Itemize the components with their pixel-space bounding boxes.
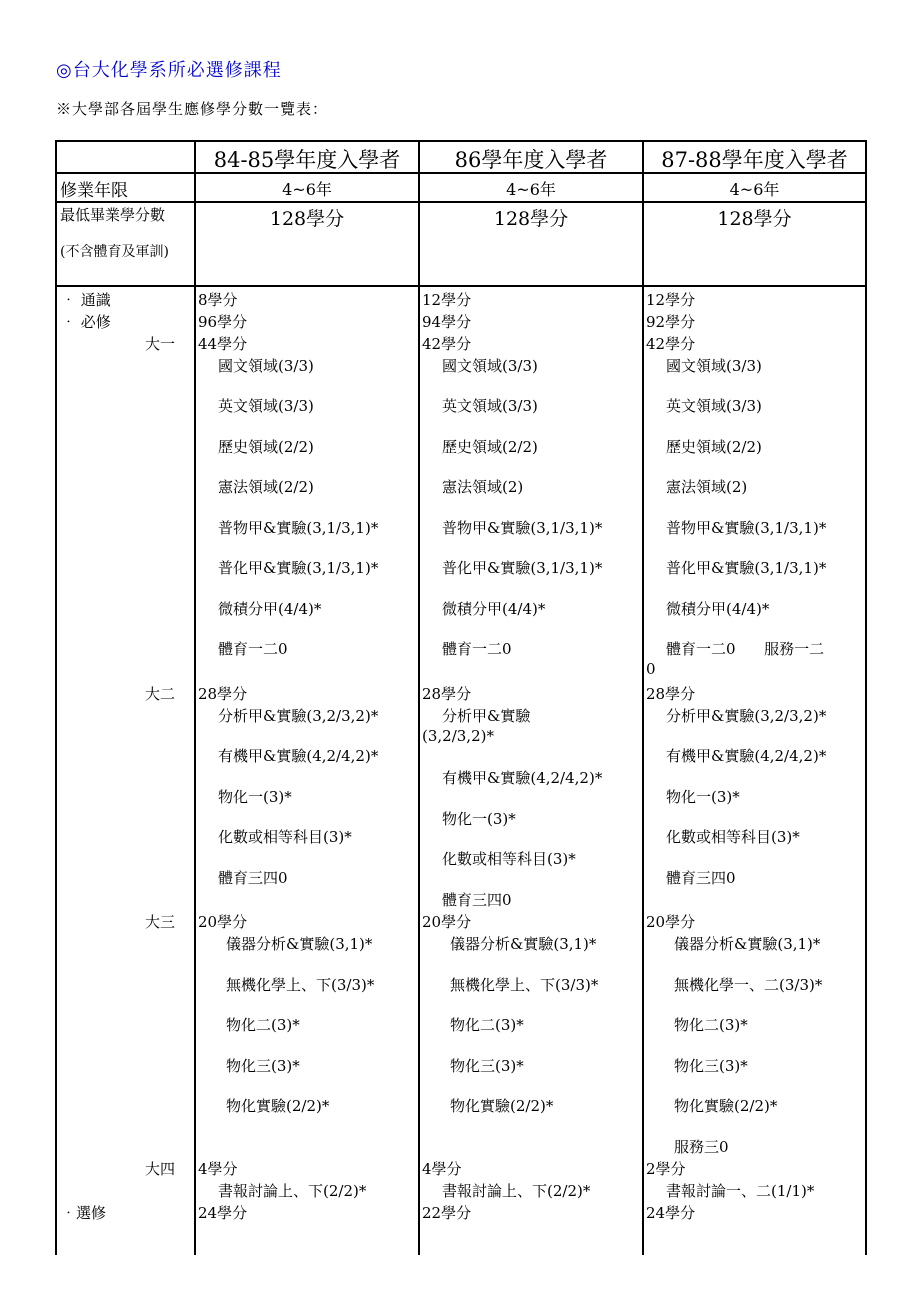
course-item: 體育三四0 xyxy=(442,891,512,909)
course-item: 英文領域(3/3) xyxy=(218,397,314,415)
course-item: 普物甲&實驗(3,1/3,1)* xyxy=(666,519,827,537)
year2-label: 大二 xyxy=(145,685,176,703)
min-credits-86: 128學分 xyxy=(493,208,569,230)
header-86: 86學年度入學者 xyxy=(454,148,608,172)
year4-label: 大四 xyxy=(145,1160,176,1178)
course-item: 體育一二0 服務一二 xyxy=(666,640,825,658)
required-credits: 94學分 xyxy=(422,313,472,331)
min-credits-84-85: 128學分 xyxy=(269,208,345,230)
course-item: 書報討論上、下(2/2)* xyxy=(218,1182,367,1200)
required-label: ‧ 必修 xyxy=(61,313,111,331)
course-item: 普物甲&實驗(3,1/3,1)* xyxy=(442,519,603,537)
year2-credits: 28學分 xyxy=(422,685,472,703)
general-credits: 8學分 xyxy=(198,291,238,309)
course-item: 物化一(3)* xyxy=(218,788,292,806)
course-item: 英文領域(3/3) xyxy=(666,397,762,415)
course-item: 英文領域(3/3) xyxy=(442,397,538,415)
min-credits-label: 最低畢業學分數 xyxy=(60,206,166,224)
course-item: 物化二(3)* xyxy=(226,1016,300,1034)
course-item: 國文領域(3/3) xyxy=(666,357,762,375)
elective-credits: 22學分 xyxy=(422,1204,472,1222)
required-credits: 92學分 xyxy=(646,313,696,331)
course-item: 有機甲&實驗(4,2/4,2)* xyxy=(442,769,603,787)
course-item: 分析甲&實驗(3,2/3,2)* xyxy=(218,707,379,725)
general-label: ‧ 通識 xyxy=(61,291,111,309)
course-item: 書報討論一、二(1/1)* xyxy=(666,1182,815,1200)
year1-credits: 42學分 xyxy=(422,335,472,353)
course-item: 普化甲&實驗(3,1/3,1)* xyxy=(666,559,827,577)
course-item: 有機甲&實驗(4,2/4,2)* xyxy=(218,747,379,765)
year4-credits: 2學分 xyxy=(646,1160,686,1178)
course-item: 物化二(3)* xyxy=(674,1016,748,1034)
course-item: 物化一(3)* xyxy=(666,788,740,806)
years-84-85: 4~6年 xyxy=(282,180,332,199)
course-item: 體育三四0 xyxy=(666,869,736,887)
year4-credits: 4學分 xyxy=(422,1160,462,1178)
course-item: 體育三四0 xyxy=(218,869,288,887)
course-item: 物化實驗(2/2)* xyxy=(226,1097,330,1115)
course-item: 憲法領域(2) xyxy=(666,478,748,496)
course-item: 無機化學上、下(3/3)* xyxy=(450,976,599,994)
years-87-88: 4~6年 xyxy=(729,180,780,199)
year4-credits: 4學分 xyxy=(198,1160,238,1178)
course-item: 化數或相等科目(3)* xyxy=(666,828,800,846)
elective-credits: 24學分 xyxy=(198,1204,248,1222)
course-item: 微積分甲(4/4)* xyxy=(666,600,770,618)
course-item: 憲法領域(2/2) xyxy=(218,478,314,496)
course-item: 歷史領域(2/2) xyxy=(218,438,314,456)
general-credits: 12學分 xyxy=(646,291,696,309)
course-item: 分析甲&實驗 xyxy=(442,707,531,725)
elective-label: ‧選修 xyxy=(61,1204,107,1222)
year3-credits: 20學分 xyxy=(422,913,472,931)
year2-credits: 28學分 xyxy=(198,685,248,703)
course-item: 歷史領域(2/2) xyxy=(442,438,538,456)
course-item: 化數或相等科目(3)* xyxy=(442,850,576,868)
year1-credits: 44學分 xyxy=(198,335,248,353)
course-item: 儀器分析&實驗(3,1)* xyxy=(226,935,373,953)
course-item: 憲法領域(2) xyxy=(442,478,524,496)
general-credits: 12學分 xyxy=(422,291,472,309)
page-title: ◎台大化學系所必選修課程 xyxy=(56,60,282,81)
course-item: 有機甲&實驗(4,2/4,2)* xyxy=(666,747,827,765)
course-item: 物化實驗(2/2)* xyxy=(674,1097,778,1115)
required-credits: 96學分 xyxy=(198,313,248,331)
credits-table xyxy=(55,140,868,1255)
header-84-85: 84-85學年度入學者 xyxy=(213,148,401,172)
course-item: 物化二(3)* xyxy=(450,1016,524,1034)
course-item-wrap: 0 xyxy=(646,660,656,678)
years-86: 4~6年 xyxy=(506,180,556,199)
course-item: 普物甲&實驗(3,1/3,1)* xyxy=(218,519,379,537)
course-item: 物化三(3)* xyxy=(674,1057,748,1075)
course-item: 普化甲&實驗(3,1/3,1)* xyxy=(442,559,603,577)
course-item: 儀器分析&實驗(3,1)* xyxy=(674,935,821,953)
course-item: 化數或相等科目(3)* xyxy=(218,828,352,846)
course-item: 物化三(3)* xyxy=(450,1057,524,1075)
course-item: 體育一二0 xyxy=(442,640,512,658)
year1-label: 大一 xyxy=(145,335,176,353)
course-item: 書報討論上、下(2/2)* xyxy=(442,1182,591,1200)
year2-credits: 28學分 xyxy=(646,685,696,703)
course-item: 國文領域(3/3) xyxy=(218,357,314,375)
course-item: 微積分甲(4/4)* xyxy=(218,600,322,618)
course-item: 服務三0 xyxy=(674,1138,729,1156)
course-item: 無機化學上、下(3/3)* xyxy=(226,976,375,994)
course-item: 物化三(3)* xyxy=(226,1057,300,1075)
header-87-88: 87-88學年度入學者 xyxy=(661,148,848,172)
year1-credits: 42學分 xyxy=(646,335,696,353)
course-item: 普化甲&實驗(3,1/3,1)* xyxy=(218,559,379,577)
course-item: 物化實驗(2/2)* xyxy=(450,1097,554,1115)
course-item: 國文領域(3/3) xyxy=(442,357,538,375)
course-item: 歷史領域(2/2) xyxy=(666,438,762,456)
course-item: 微積分甲(4/4)* xyxy=(442,600,546,618)
course-item: 無機化學一、二(3/3)* xyxy=(674,976,823,994)
course-item: 儀器分析&實驗(3,1)* xyxy=(450,935,597,953)
year3-label: 大三 xyxy=(145,913,176,931)
year3-credits: 20學分 xyxy=(646,913,696,931)
course-item-wrap: (3,2/3,2)* xyxy=(422,727,494,745)
course-item: 分析甲&實驗(3,2/3,2)* xyxy=(666,707,827,725)
page-subtitle: ※大學部各屆學生應修學分數一覽表： xyxy=(56,100,329,118)
min-credits-87-88: 128學分 xyxy=(717,208,792,230)
years-label: 修業年限 xyxy=(60,181,128,201)
course-item: 物化一(3)* xyxy=(442,810,516,828)
year3-credits: 20學分 xyxy=(198,913,248,931)
elective-credits: 24學分 xyxy=(646,1204,696,1222)
min-credits-note: (不含體育及軍訓) xyxy=(60,244,169,260)
course-item: 體育一二0 xyxy=(218,640,288,658)
